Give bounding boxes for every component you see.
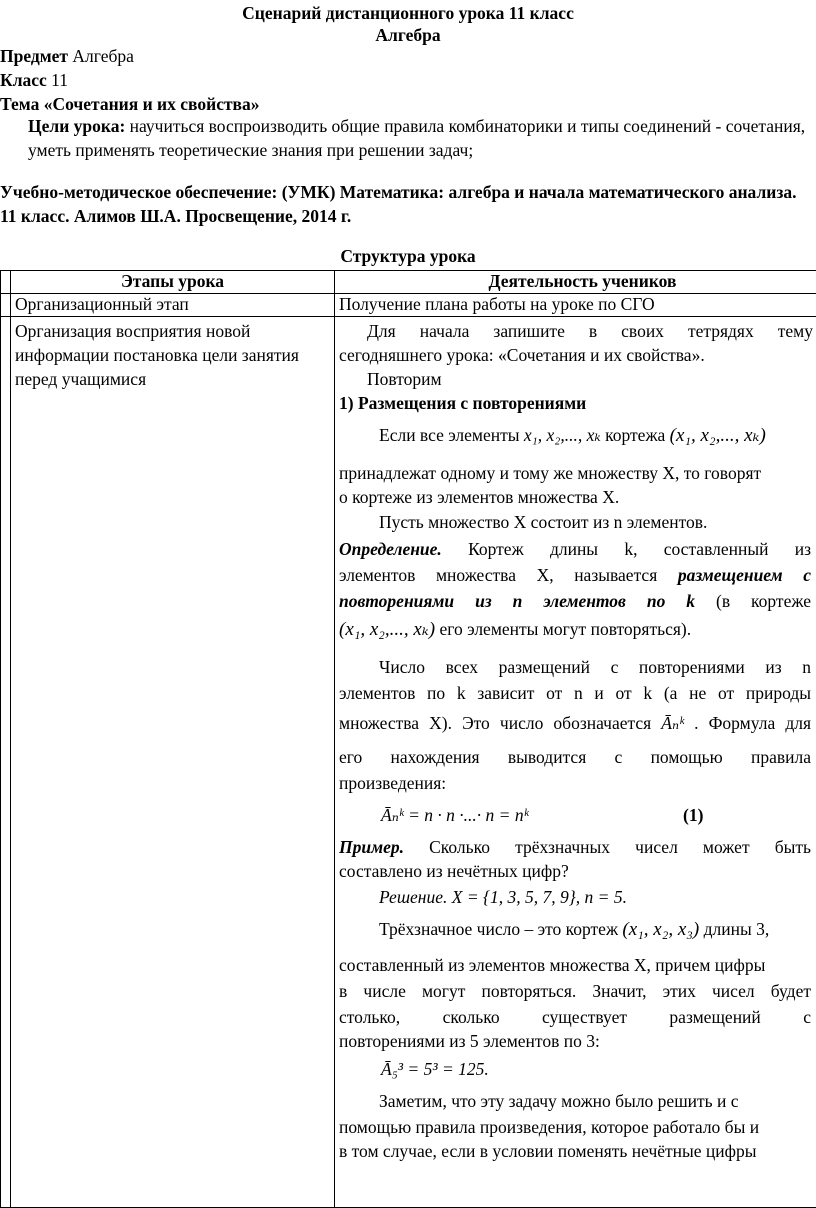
formula-number: (1): [683, 803, 783, 827]
paragraph: составленный из элементов множества X, причем цифры: [339, 953, 811, 977]
stage-cell: Организационный этап: [11, 294, 335, 317]
paragraph: [339, 835, 811, 859]
paragraph: [379, 885, 816, 909]
text: элементов множества X, называется: [339, 565, 657, 585]
lesson-structure-table: [0, 270, 816, 1208]
blank-cell: [1, 317, 11, 1208]
text: Если все элементы: [379, 425, 520, 445]
paragraph: [339, 711, 811, 735]
lesson-goals: [28, 114, 813, 162]
table-row: [1, 317, 816, 1208]
term: повторениями из n элементов по k: [339, 591, 695, 611]
paragraph: Для начала запишите в своих тетрядях тему: [339, 319, 813, 343]
paragraph: в том случае, если в условии поменять нечётные цифры: [339, 1139, 811, 1163]
section-heading: 1) Размещения с повторениями: [339, 391, 811, 415]
goals-text: научиться воспроизводить общие правила комбинаторики и типы соединений - сочетания, уметь применять теоретические знания при решении задач;: [28, 116, 805, 160]
subject-line: [0, 46, 134, 67]
text: (в кортеже: [716, 591, 811, 611]
definition-label: Определение.: [339, 539, 442, 559]
term: размещением с: [678, 565, 811, 585]
stage-cell: Организация восприятия новой информации постановка цели занятия перед учащимися: [11, 317, 335, 1208]
structure-title: Структура урока: [0, 246, 816, 267]
class-line: [0, 70, 68, 91]
topic-line: [0, 94, 260, 115]
paragraph: его нахождения выводится с помощью правила: [339, 745, 811, 769]
text: . Формула для: [694, 713, 811, 733]
paragraph: [379, 917, 816, 942]
paragraph: [339, 537, 811, 561]
col-activity-header: Деятельность учеников: [335, 271, 816, 294]
paragraph: Заметим, что эту задачу можно было решить и с: [379, 1089, 816, 1113]
paragraph: элементов по k зависит от n и от k (а не от природы: [339, 681, 811, 705]
math-expression: X = {1, 3, 5, 7, 9}, n = 5.: [452, 887, 627, 907]
math-expression: (x₁, x₂,..., xₖ): [339, 619, 435, 640]
example-label: Пример.: [339, 837, 404, 857]
paragraph: Число всех размещений с повторениями из n: [379, 655, 811, 679]
goals-label: Цели урока:: [28, 116, 125, 136]
paragraph: в числе могут повторяться. Значит, этих чисел будет: [339, 979, 811, 1003]
math-expression: Āₙᵏ = n · n ·...· n = nᵏ: [381, 805, 529, 825]
subject-title: Алгебра: [0, 25, 816, 46]
paragraph: [339, 617, 811, 642]
table-row: [1, 294, 816, 317]
paragraph: [379, 423, 816, 448]
paragraph: о кортеже из элементов множества X.: [339, 485, 811, 509]
umk-text: Учебно-методическое обеспечение: (УМК) Математика: алгебра и начала математического анализа. 11 класс. Алимов Ш.А. Просвещение, 2014 г.: [0, 180, 816, 228]
table-header-row: [1, 271, 816, 294]
text: кортежа: [605, 425, 665, 445]
text: множества X). Это число обозначается: [339, 713, 651, 733]
math-expression: Āₙᵏ: [661, 713, 684, 733]
text: длины 3,: [704, 919, 770, 939]
text: Трёхзначное число – это кортеж: [379, 919, 618, 939]
paragraph: принадлежат одному и тому же множеству X, то говорят: [339, 461, 811, 485]
math-expression: (x₁, x₂, x₃): [622, 919, 699, 940]
activity-cell: [335, 317, 816, 1208]
blank-cell: [1, 271, 11, 294]
math-expression: Ā₅³ = 5³ = 125.: [381, 1059, 489, 1079]
paragraph: произведения:: [339, 771, 811, 795]
text: его элементы могут повторяться).: [439, 619, 691, 639]
paragraph: столько, сколько существует размещений с: [339, 1005, 811, 1029]
subject-value: Алгебра: [72, 46, 134, 66]
text: Сколько трёхзначных чисел может быть: [429, 837, 811, 857]
activity-cell: Получение плана работы на уроке по СГО: [335, 294, 816, 317]
math-expression: (x₁, x₂,..., xₖ): [670, 425, 766, 446]
topic-value: «Сочетания и их свойства»: [44, 94, 260, 114]
paragraph: Повторим: [367, 367, 816, 391]
text: Кортеж длины k, составленный из: [468, 539, 811, 559]
paragraph: Пусть множество X состоит из n элементов.: [379, 510, 816, 534]
paragraph: помощью правила произведения, которое работало бы и: [339, 1115, 811, 1139]
formula: [381, 1057, 816, 1081]
paragraph: сегодняшнего урока: «Сочетания и их свойства».: [339, 343, 811, 367]
topic-label: Тема: [0, 94, 39, 114]
solution-label: Решение.: [379, 887, 447, 907]
subject-label: Предмет: [0, 46, 68, 66]
class-value: 11: [51, 70, 68, 90]
paragraph: повторениями из 5 элементов по 3:: [339, 1029, 811, 1053]
col-stages-header: Этапы урока: [11, 271, 335, 294]
paragraph: составлено из нечётных цифр?: [339, 859, 811, 883]
paragraph: [339, 589, 811, 613]
class-label: Класс: [0, 70, 47, 90]
document-title: Сценарий дистанционного урока 11 класс: [0, 3, 816, 24]
paragraph: [339, 563, 811, 587]
blank-cell: [1, 294, 11, 317]
math-expression: x₁, x₂,..., xₖ: [524, 425, 601, 445]
